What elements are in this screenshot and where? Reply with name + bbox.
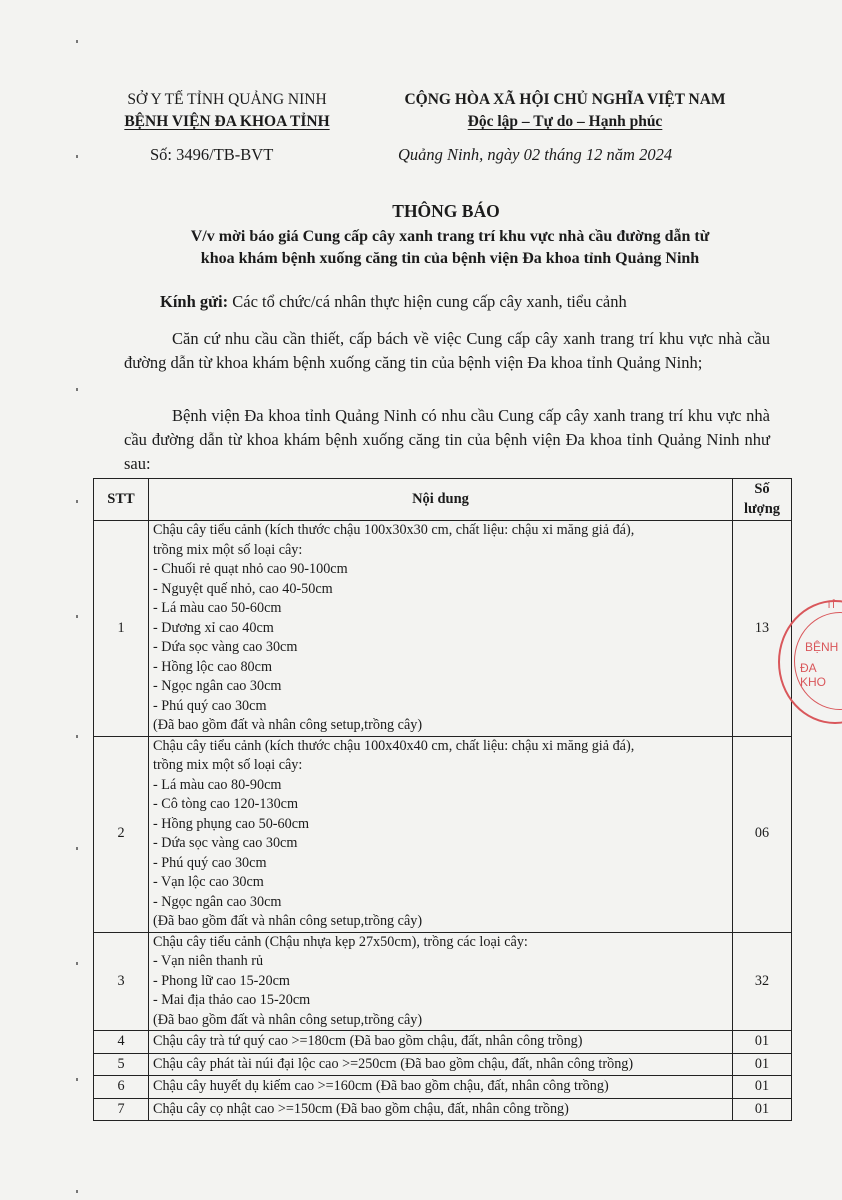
cell-content xyxy=(149,1098,733,1121)
table-row xyxy=(94,521,792,737)
content-line: - Lá màu cao 50-60cm xyxy=(153,600,282,616)
header-content: Nội dung xyxy=(149,479,733,521)
seal-text-2: ĐA KHO xyxy=(800,661,827,689)
document-date: Quảng Ninh, ngày 02 tháng 12 năm 2024 xyxy=(398,145,673,164)
content-line: Chậu cây tiểu cảnh (Chậu nhựa kẹp 27x50cm), trồng các loại cây: xyxy=(153,933,528,950)
recipient-label: Kính gửi: xyxy=(160,292,229,311)
content-line: Chậu cây tiểu cảnh (kích thước chậu 100x30x30 cm, chất liệu: chậu xi măng giả đá), xyxy=(153,522,635,538)
content-line: - Hồng lộc cao 80cm xyxy=(153,658,272,675)
content-line: Chậu cây huyết dụ kiếm cao >=160cm (Đã bao gồm chậu, đất, nhân công trồng) xyxy=(153,1078,609,1094)
content-line: - Phú quý cao 30cm xyxy=(153,854,267,871)
scan-speck xyxy=(76,500,78,503)
subject-line-1: V/v mời báo giá Cung cấp cây xanh trang trí khu vực nhà cầu đường dẫn từ xyxy=(190,228,710,245)
recipient xyxy=(160,292,627,312)
table-row xyxy=(94,932,792,1031)
cell-stt: 7 xyxy=(94,1098,149,1121)
content-line: - Dứa sọc vàng cao 30cm xyxy=(153,639,298,655)
scan-speck xyxy=(76,155,78,158)
cell-stt: 5 xyxy=(94,1053,149,1076)
document-title: THÔNG BÁO xyxy=(392,201,500,221)
content-line: - Ngọc ngân cao 30cm xyxy=(153,893,282,910)
content-line: - Dương xỉ cao 40cm xyxy=(153,619,274,636)
national-title: CỘNG HÒA XÃ HỘI CHỦ NGHĨA VIỆT NAM xyxy=(404,91,726,108)
cell-quantity: 01 xyxy=(733,1053,792,1076)
seal-text-1: BỆNH xyxy=(805,640,839,654)
cell-content xyxy=(149,736,733,932)
issuer-name: BỆNH VIỆN ĐA KHOA TỈNH xyxy=(124,113,330,130)
cell-stt: 3 xyxy=(94,932,149,1031)
table-body xyxy=(94,521,792,1121)
content-line: Chậu cây tiểu cảnh (kích thước chậu 100x40x40 cm, chất liệu: chậu xi măng giả đá), xyxy=(153,737,635,754)
header-quantity: Số lượng xyxy=(733,479,792,521)
scan-speck xyxy=(76,1190,78,1193)
scan-speck xyxy=(76,962,78,965)
cell-content xyxy=(149,1053,733,1076)
document-number: Số: 3496/TB-BVT xyxy=(150,145,274,164)
content-line: (Đã bao gồm đất và nhân công setup,trồng cây) xyxy=(153,717,423,733)
content-line: - Hồng phụng cao 50-60cm xyxy=(153,815,310,832)
cell-stt: 1 xyxy=(94,521,149,737)
issuer-parent: SỞ Y TẾ TỈNH QUẢNG NINH xyxy=(127,91,327,108)
cell-quantity: 06 xyxy=(733,736,792,932)
cell-content xyxy=(149,1031,733,1054)
content-line: - Mai địa thảo cao 15-20cm xyxy=(153,992,311,1008)
national-motto-block xyxy=(360,89,770,133)
document-subject xyxy=(110,226,790,270)
items-table xyxy=(93,478,792,1121)
subject-line-2: khoa khám bệnh xuống căng tin của bệnh viện Đa khoa tỉnh Quảng Ninh xyxy=(200,250,700,267)
cell-stt: 6 xyxy=(94,1076,149,1099)
content-line: Chậu cây phát tài núi đại lộc cao >=250cm (Đã bao gồm chậu, đất, nhân công trồng) xyxy=(153,1055,634,1072)
cell-stt: 4 xyxy=(94,1031,149,1054)
table-header-row xyxy=(94,479,792,521)
content-line: Chậu cây cọ nhật cao >=150cm (Đã bao gồm chậu, đất, nhân công trồng) xyxy=(153,1100,569,1117)
content-line: - Cô tòng cao 120-130cm xyxy=(153,796,298,812)
table-row xyxy=(94,1098,792,1121)
scan-speck xyxy=(76,615,78,618)
recipient-text: Các tổ chức/cá nhân thực hiện cung cấp cây xanh, tiểu cảnh xyxy=(228,292,627,311)
cell-quantity: 13 xyxy=(733,521,792,737)
issuer-block xyxy=(96,89,358,133)
cell-content xyxy=(149,932,733,1031)
table-row xyxy=(94,1053,792,1076)
content-line: - Lá màu cao 80-90cm xyxy=(153,776,282,793)
table-row xyxy=(94,736,792,932)
cell-stt: 2 xyxy=(94,736,149,932)
cell-quantity: 32 xyxy=(733,932,792,1031)
cell-quantity: 01 xyxy=(733,1076,792,1099)
header-stt: STT xyxy=(94,479,149,521)
paragraph-basis: Căn cứ nhu cầu cần thiết, cấp bách về việc Cung cấp cây xanh trang trí khu vực nhà cầu đường dẫn từ khoa khám bệnh xuống căng tin của bệnh viện Đa khoa tỉnh Quảng Ninh; xyxy=(124,329,770,372)
content-line: - Phong lữ cao 15-20cm xyxy=(153,972,290,989)
cell-content xyxy=(149,521,733,737)
content-line: trồng mix một số loại cây: xyxy=(153,541,303,558)
content-line: (Đã bao gồm đất và nhân công setup,trồng cây) xyxy=(153,913,423,929)
scan-speck xyxy=(76,735,78,738)
content-line: - Vạn niên thanh rủ xyxy=(153,953,264,969)
table-row xyxy=(94,1031,792,1054)
scan-speck xyxy=(76,388,78,391)
cell-content xyxy=(149,1076,733,1099)
content-line: - Nguyệt quế nhỏ, cao 40-50cm xyxy=(153,580,333,597)
content-line: - Vạn lộc cao 30cm xyxy=(153,874,264,890)
content-line: trồng mix một số loại cây: xyxy=(153,757,303,773)
scan-speck xyxy=(76,1078,78,1081)
scan-speck xyxy=(76,40,78,43)
content-line: - Dứa sọc vàng cao 30cm xyxy=(153,835,298,851)
motto: Độc lập – Tự do – Hạnh phúc xyxy=(467,113,663,130)
table-row xyxy=(94,1076,792,1099)
content-line: - Chuối rẻ quạt nhỏ cao 90-100cm xyxy=(153,561,348,577)
scan-speck xyxy=(76,847,78,850)
seal-text-top: TỈ xyxy=(826,600,835,611)
cell-quantity: 01 xyxy=(733,1098,792,1121)
content-line: - Ngọc ngân cao 30cm xyxy=(153,678,282,694)
paragraph-need: Bệnh viện Đa khoa tỉnh Quảng Ninh có nhu cầu Cung cấp cây xanh trang trí khu vực nhà cầu đường dẫn từ khoa khám bệnh xuống căng tin của bệnh viện Đa khoa tỉnh Quảng Ninh như sau: xyxy=(124,406,770,473)
content-line: Chậu cây trà tứ quý cao >=180cm (Đã bao gồm chậu, đất, nhân công trồng) xyxy=(153,1033,583,1049)
content-line: - Phú quý cao 30cm xyxy=(153,697,267,714)
cell-quantity: 01 xyxy=(733,1031,792,1054)
content-line: (Đã bao gồm đất và nhân công setup,trồng cây) xyxy=(153,1011,423,1028)
